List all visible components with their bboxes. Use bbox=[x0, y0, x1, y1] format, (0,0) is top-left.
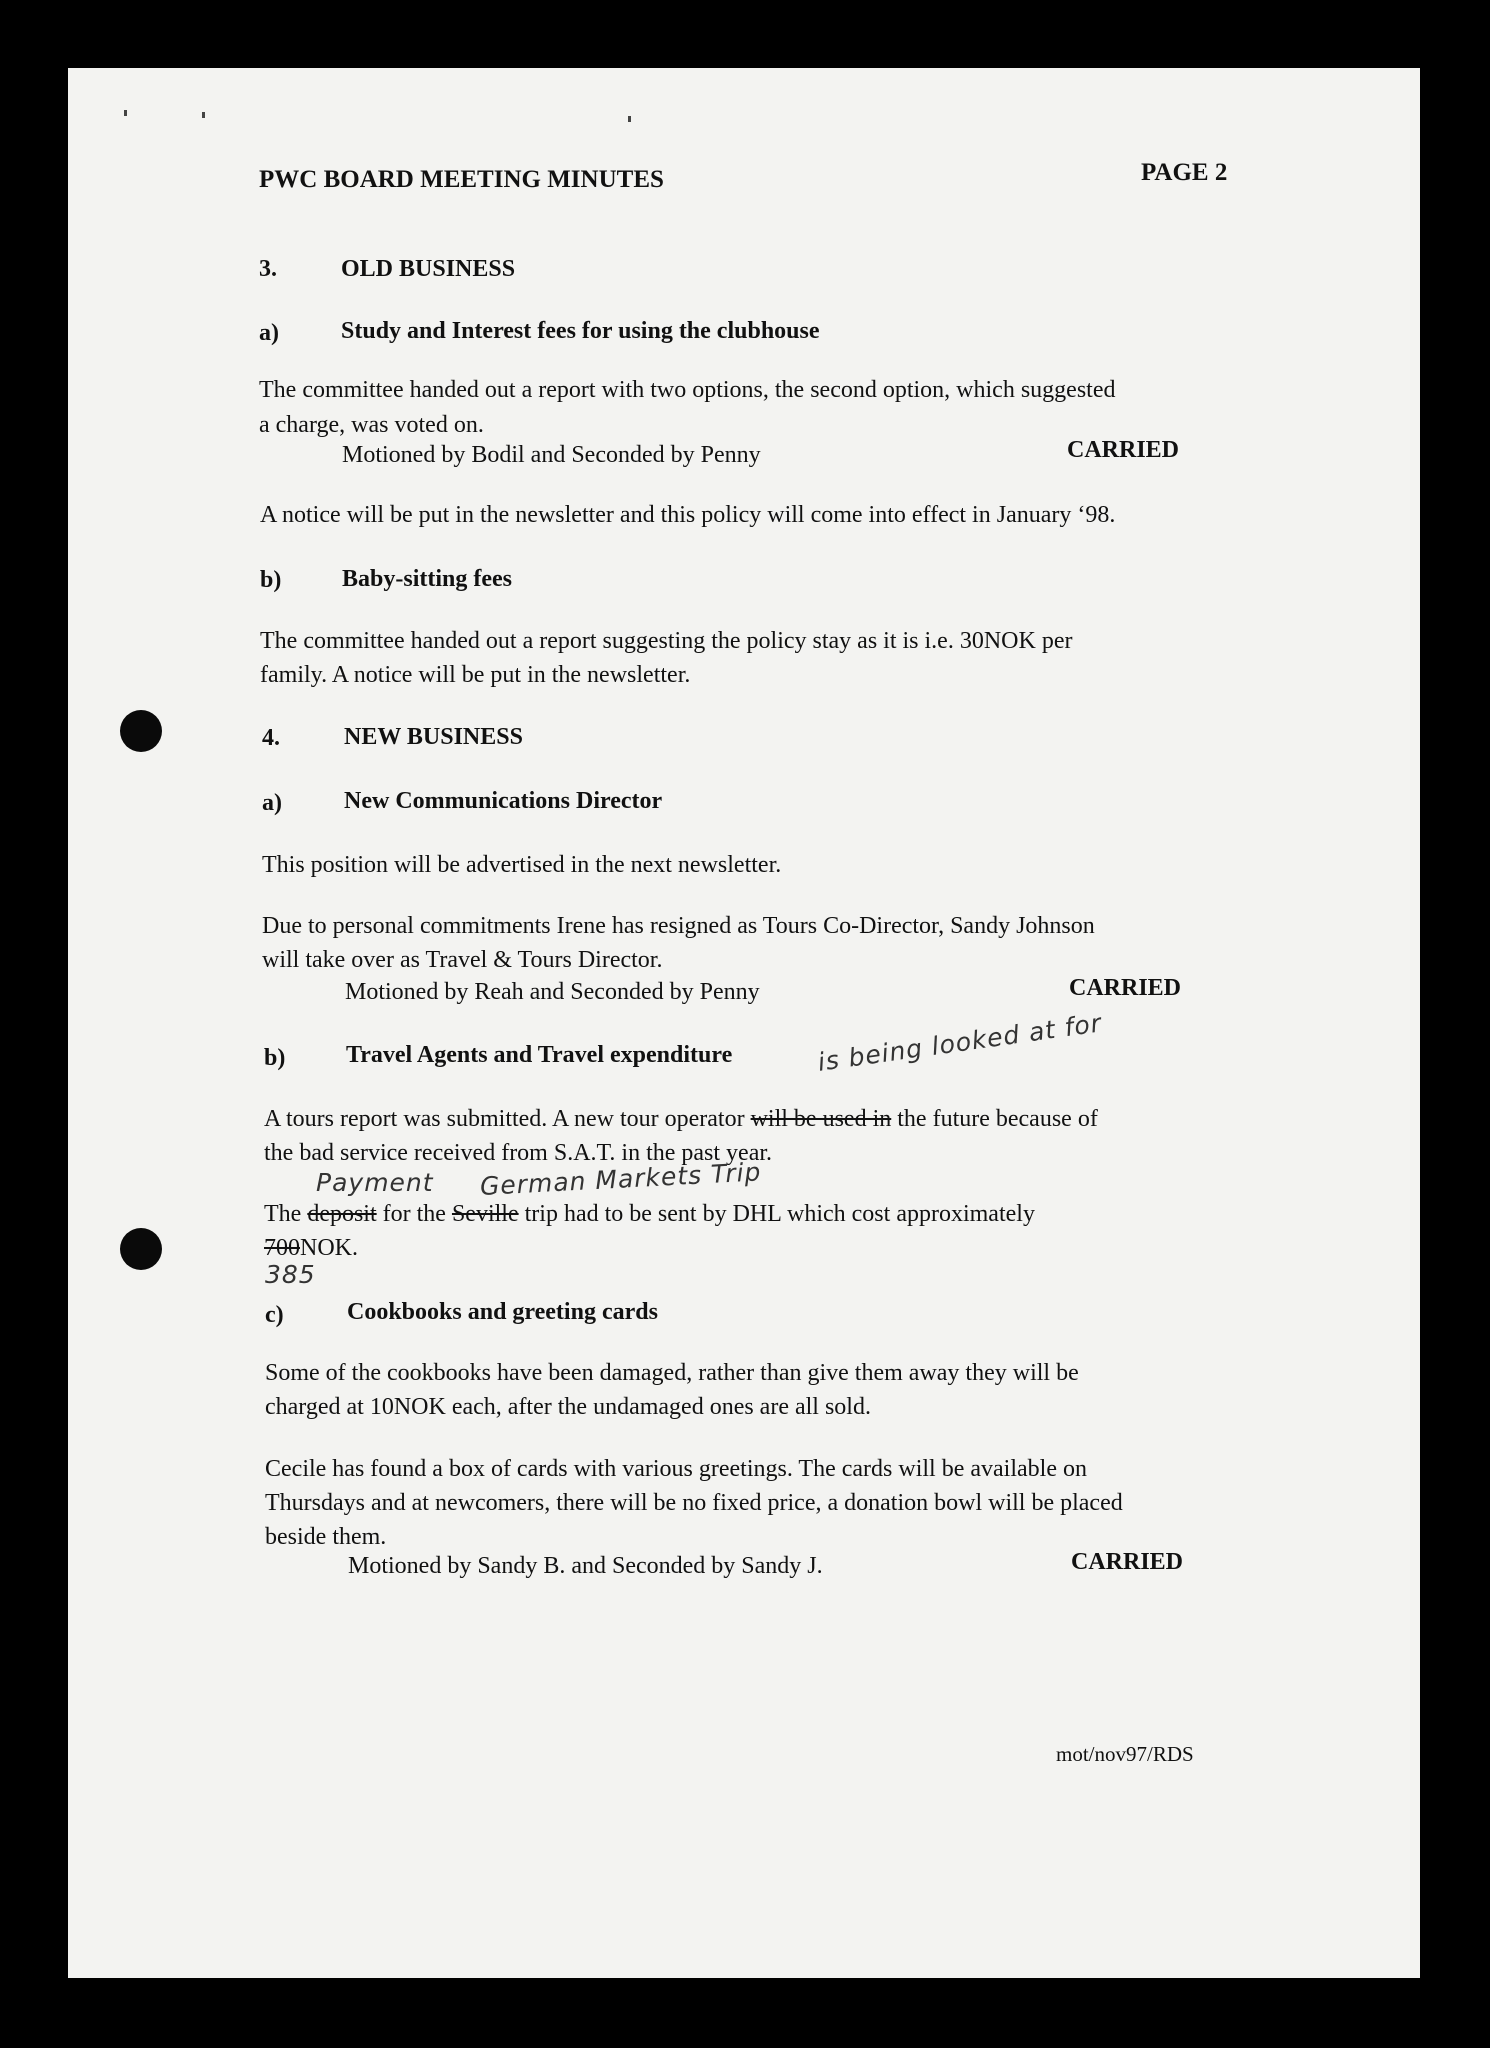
document-page bbox=[68, 68, 1420, 1978]
section-4-number: 4. bbox=[262, 725, 280, 751]
section-3b-text: The committee handed out a report suggesting the policy stay as it is i.e. 30NOK per bbox=[260, 628, 1073, 654]
motion-line: Motioned by Reah and Seconded by Penny bbox=[345, 979, 760, 1005]
section-3a-text: The committee handed out a report with two options, the second option, which suggested bbox=[259, 377, 1116, 403]
section-4c-text: charged at 10NOK each, after the undamaged ones are all sold. bbox=[265, 1394, 871, 1420]
section-4c-text: Cecile has found a box of cards with various greetings. The cards will be available on bbox=[265, 1456, 1087, 1482]
section-4b-text: The deposit for the Seville trip had to be sent by DHL which cost approximately bbox=[264, 1201, 1035, 1227]
section-4c-title: Cookbooks and greeting cards bbox=[347, 1299, 658, 1325]
section-3a-text: a charge, was voted on. bbox=[259, 412, 484, 438]
struck-text: will be used in bbox=[750, 1106, 892, 1132]
handwritten-trip: German Markets Trip bbox=[479, 1157, 763, 1201]
footer-reference: mot/nov97/RDS bbox=[1056, 1742, 1194, 1766]
section-4a-text: Due to personal commitments Irene has resigned as Tours Co-Director, Sandy Johnson bbox=[262, 913, 1095, 939]
section-4c-text: Thursdays and at newcomers, there will be no fixed price, a donation bowl will be placed bbox=[265, 1490, 1123, 1516]
handwritten-insert: is being looked at for bbox=[815, 1008, 1104, 1077]
section-3a-title: Study and Interest fees for using the clubhouse bbox=[341, 318, 820, 344]
section-3b-text: family. A notice will be put in the newsletter. bbox=[260, 662, 691, 688]
section-3-title: OLD BUSINESS bbox=[341, 256, 516, 282]
motion-line: Motioned by Sandy B. and Seconded by Sandy J. bbox=[348, 1553, 823, 1579]
section-4c-label: c) bbox=[265, 1302, 284, 1328]
section-3-number: 3. bbox=[259, 256, 277, 282]
page-number: PAGE 2 bbox=[1141, 159, 1228, 186]
section-4a-label: a) bbox=[262, 790, 282, 816]
carried-label: CARRIED bbox=[1071, 1549, 1184, 1575]
section-4c-text: beside them. bbox=[265, 1524, 387, 1550]
carried-label: CARRIED bbox=[1069, 975, 1182, 1001]
scan-speck bbox=[202, 112, 205, 118]
punch-hole bbox=[120, 1228, 162, 1270]
section-4b-label: b) bbox=[264, 1045, 286, 1071]
section-4a-title: New Communications Director bbox=[344, 788, 663, 814]
handwritten-amount: 385 bbox=[265, 1260, 316, 1289]
section-4a-text: will take over as Travel & Tours Director. bbox=[262, 947, 663, 973]
section-4b-text: A tours report was submitted. A new tour operator will be used in the future because of bbox=[264, 1106, 1098, 1132]
section-3b-title: Baby-sitting fees bbox=[342, 566, 512, 592]
scan-speck bbox=[124, 110, 127, 116]
section-4b-title: Travel Agents and Travel expenditure bbox=[346, 1042, 733, 1068]
motion-line: Motioned by Bodil and Seconded by Penny bbox=[342, 442, 761, 468]
section-4a-text: This position will be advertised in the next newsletter. bbox=[262, 852, 782, 878]
scan-speck bbox=[628, 116, 631, 122]
section-3b-label: b) bbox=[260, 567, 282, 593]
section-4b-text: 700NOK. bbox=[264, 1235, 358, 1261]
struck-text: 700 bbox=[264, 1235, 300, 1261]
section-3a-label: a) bbox=[259, 320, 279, 346]
struck-text: deposit bbox=[307, 1201, 377, 1227]
handwritten-payment: Payment bbox=[316, 1168, 434, 1197]
section-4c-text: Some of the cookbooks have been damaged, rather than give them away they will be bbox=[265, 1360, 1079, 1386]
section-3a-notice: A notice will be put in the newsletter and this policy will come into effect in January ‘98. bbox=[260, 502, 1116, 528]
punch-hole bbox=[120, 710, 162, 752]
carried-label: CARRIED bbox=[1067, 437, 1180, 463]
section-4-title: NEW BUSINESS bbox=[344, 724, 523, 750]
section-4b-text: the bad service received from S.A.T. in the past year. bbox=[264, 1140, 773, 1166]
page-title: PWC BOARD MEETING MINUTES bbox=[259, 166, 664, 193]
struck-text: Seville bbox=[451, 1201, 519, 1227]
